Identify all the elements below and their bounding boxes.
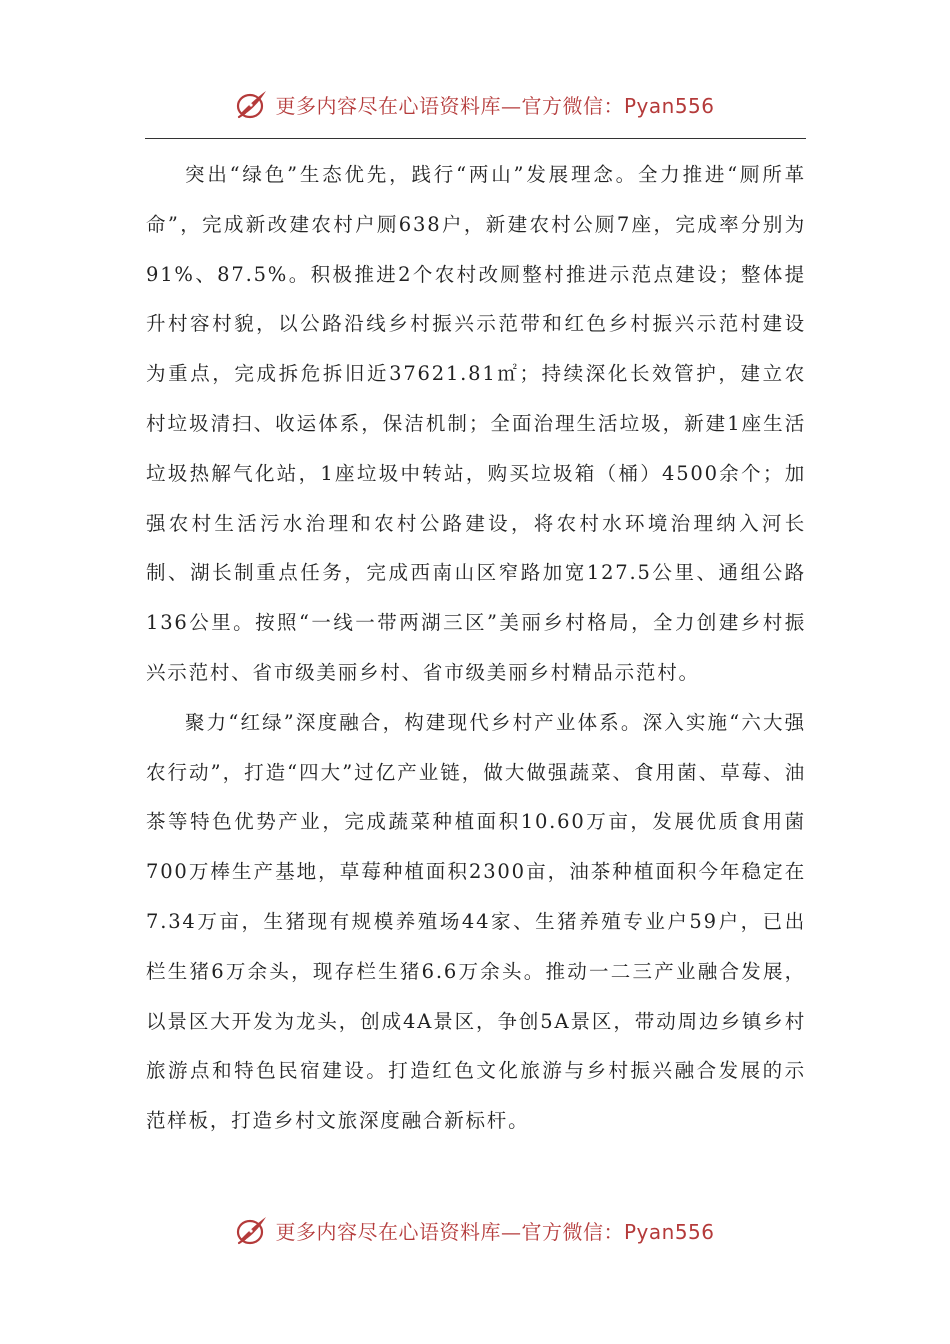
banner-slogan [275,1216,714,1245]
header-divider [145,138,806,139]
header-banner [0,82,950,126]
banner-slogan [275,90,714,119]
banner-slogan-text: 更多内容尽在心语资料库—官方微信： [275,93,624,118]
wechat-id: Pyan556 [623,1219,715,1244]
paragraph-green-ecology: 突出“绿色”生态优先，践行“两山”发展理念。全力推进“厕所革命”，完成新改建农村户厕638户，新建农村公厕7座，完成率分别为91%、87.5%。积极推进2个农村改厕整村推进示范点建设；整体提升村容村貌，以公路沿线乡村振兴示范带和红色乡村振兴示范村建设为重点，完成拆危拆旧近37621.81㎡；持续深化长效管护，建立农村垃圾清扫、收运体系，保洁机制；全面治理生活垃圾，新建1座生活垃圾热解气化站，1座垃圾中转站，购买垃圾箱（桶）4500余个；加强农村生活污水治理和农村公路建设，将农村水环境治理纳入河长制、湖长制重点任务，完成西南山区窄路加宽127.5公里、通组公路136公里。按照“一线一带两湖三区”美丽乡村格局，全力创建乡村振兴示范村、省市级美丽乡村、省市级美丽乡村精品示范村。 [146,163,806,684]
quill-pen-logo-icon [235,1213,269,1247]
document-body [146,150,806,1146]
footer-banner [0,1208,950,1252]
wechat-id: Pyan556 [623,93,715,118]
banner-slogan-text: 更多内容尽在心语资料库—官方微信： [275,1219,624,1244]
paragraph-red-green-integration: 聚力“红绿”深度融合，构建现代乡村产业体系。深入实施“六大强农行动”，打造“四大”过亿产业链，做大做强蔬菜、食用菌、草莓、油茶等特色优势产业，完成蔬菜种植面积10.60万亩，发展优质食用菌700万棒生产基地，草莓种植面积2300亩，油茶种植面积今年稳定在7.34万亩，生猪现有规模养殖场44家、生猪养殖专业户59户，已出栏生猪6万余头，现存栏生猪6.6万余头。推动一二三产业融合发展，以景区大开发为龙头，创成4A景区，争创5A景区，带动周边乡镇乡村旅游点和特色民宿建设。打造红色文化旅游与乡村振兴融合发展的示范样板，打造乡村文旅深度融合新标杆。 [146,710,806,1133]
quill-pen-logo-icon [235,87,269,121]
